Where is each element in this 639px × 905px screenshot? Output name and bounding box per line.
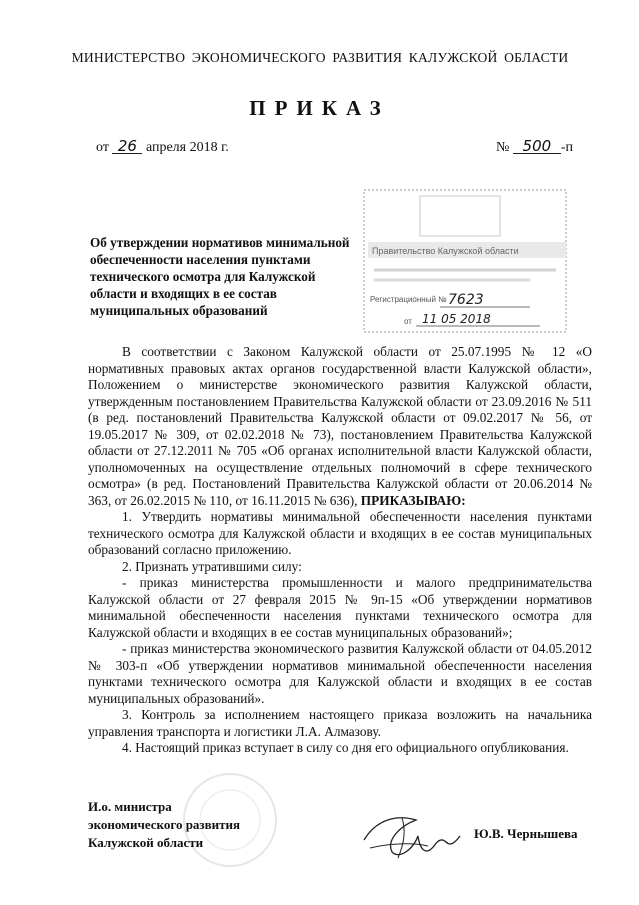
registration-stamp [360,186,570,336]
order-number-line [496,139,573,156]
number-suffix: -п [560,140,574,155]
signatory-title-line2: экономического развития [88,817,241,832]
order-subject: Об утверждении нормативов минимальной обеспеченности населения пунктами технического осмотра для Калужской области и входящих в ее состав муниципальных образований [90,235,350,318]
order-number: 500 [513,139,561,154]
stamp-reg-date: 11 05 2018 [422,312,491,326]
item-4: 4. Настоящий приказ вступает в силу со дня его официального опубликования. [122,740,569,755]
signatory-title [88,798,240,852]
stamp-graphic [360,186,570,336]
signatory-title-line1: И.о. министра [88,799,172,814]
stamp-registered-label: Регистрационный № [370,295,447,304]
order-body [88,344,592,757]
stamp-from-label: от [404,317,412,326]
handwritten-signature [356,800,466,870]
document-title: ПРИКАЗ [249,96,390,120]
date-day: 26 [112,139,142,154]
stamp-line1: Правительство Калужской области [372,246,519,256]
item-2: 2. Признать утратившими силу: [122,558,302,574]
item-3: 3. Контроль за исполнением настоящего приказа возложить на начальника управления транспорта и логистики Л.А. Алмазову. [88,707,592,739]
item-2a: - приказ министерства промышленности и малого предпринимательства Калужской области от 27 февраля 2015 № 9п-15 «Об утверждении нормативов минимальной обеспеченности населения пунктами технического осмотра для Калужской области и входящих в ее состав муниципальных образований»; [88,575,592,640]
item-1: 1. Утвердить нормативы минимальной обеспеченности населения пунктами технического осмотра для Калужской области и входящих в ее состав муниципальных образований согласно приложению. [88,509,592,557]
preamble-paragraph [88,344,592,509]
order-word: ПРИКАЗЫВАЮ: [360,492,466,508]
preamble-text: В соответствии с Законом Калужской области от 25.07.1995 № 12 «О нормативных правовых актах органов государственной власти Калужской области», Положением о министерстве экономического развития Калужской области, утвержденным постановлением Правительства Калужской области от 23.09.2016 № 511 (в ред. постановлений Правительства Калужской области от 09.02.2017 № 56, от 19.05.2017 № 309, от 02.02.2018 № 73), постановлением Правительства Калужской области от 27.12.2011 № 705 «Об органах исполнительной власти Калужской области, уполномоченных на осуществление отдельных полномочий в сфере технического осмотра» (в ред. Постановлений Правительства Калужской области от 20.06.2014 № 363, от 26.02.2015 № 110, от 16.11.2015 № 636), [88,344,592,508]
signatory-title-line3: Калужской области [88,835,204,850]
item-2b: - приказ министерства экономического развития Калужской области от 04.05.2012 № 303-п «Об утверждении нормативов минимальной обеспеченности населения пунктами технического осмотра для Калужской области и входящих в ее состав муниципальных образований». [88,641,592,706]
date-prefix: от [96,140,109,155]
signatory-name: Ю.В. Чернышева [474,826,578,841]
date-line [96,139,229,156]
date-month-year: апреля 2018 г. [145,140,229,155]
stamp-reg-number: 7623 [448,292,484,308]
ministry-header: МИНИСТЕРСТВО ЭКОНОМИЧЕСКОГО РАЗВИТИЯ КАЛУЖСКОЙ ОБЛАСТИ [71,50,569,65]
number-label: № [496,140,510,155]
